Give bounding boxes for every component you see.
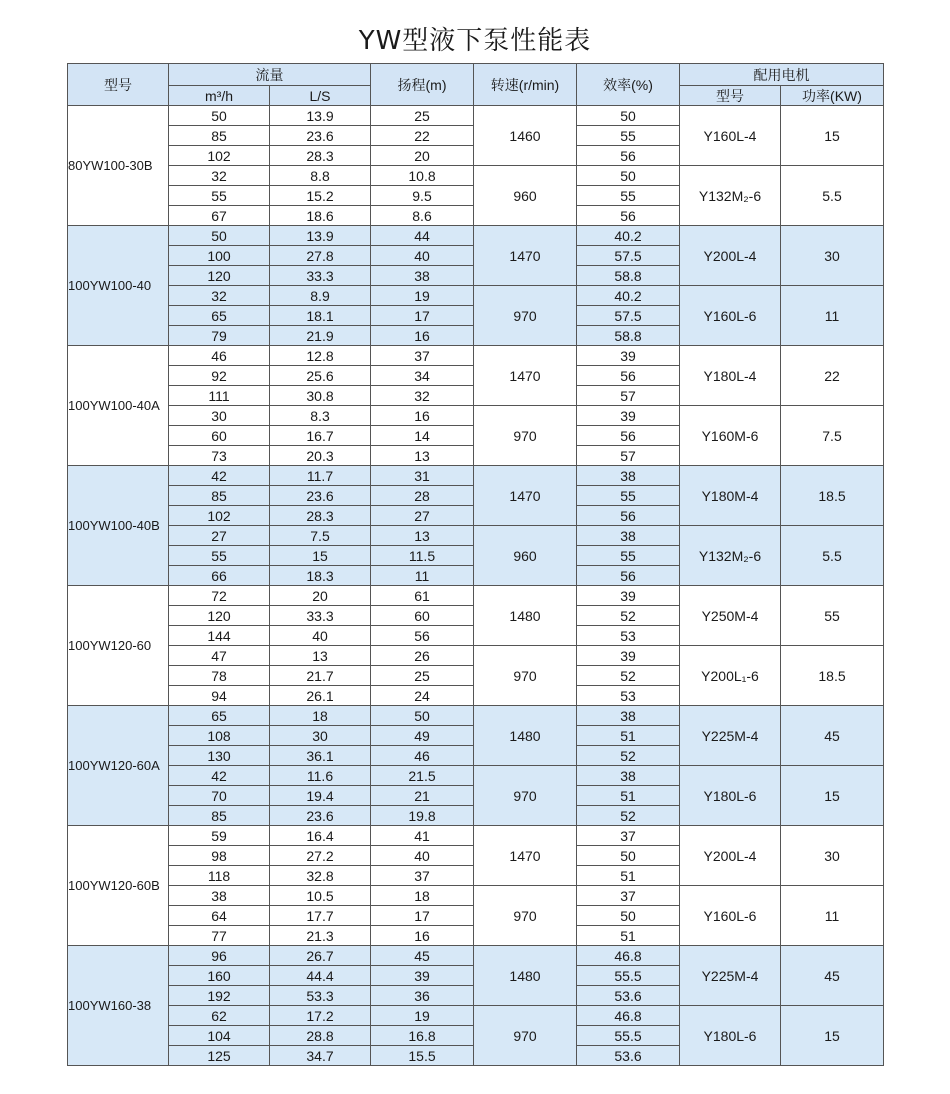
speed-cell: 1480 (474, 586, 577, 646)
flow-ls-cell: 23.6 (270, 806, 371, 826)
flow-ls-cell: 23.6 (270, 486, 371, 506)
flow-ls-cell: 20.3 (270, 446, 371, 466)
head-cell: 28 (371, 486, 474, 506)
efficiency-cell: 37 (577, 826, 680, 846)
flow-m3h-cell: 85 (169, 486, 270, 506)
head-cell: 19 (371, 1006, 474, 1026)
table-row (68, 706, 884, 726)
motor-power-cell: 18.5 (781, 466, 884, 526)
flow-ls-cell: 53.3 (270, 986, 371, 1006)
flow-ls-cell: 13 (270, 646, 371, 666)
flow-ls-cell: 23.6 (270, 126, 371, 146)
flow-m3h-cell: 60 (169, 426, 270, 446)
head-cell: 11 (371, 566, 474, 586)
motor-power-cell: 30 (781, 226, 884, 286)
head-cell: 38 (371, 266, 474, 286)
head-cell: 32 (371, 386, 474, 406)
efficiency-cell: 56 (577, 146, 680, 166)
head-cell: 25 (371, 106, 474, 126)
flow-m3h-cell: 104 (169, 1026, 270, 1046)
efficiency-cell: 50 (577, 106, 680, 126)
efficiency-cell: 39 (577, 406, 680, 426)
flow-m3h-cell: 65 (169, 706, 270, 726)
head-cell: 56 (371, 626, 474, 646)
head-cell: 31 (371, 466, 474, 486)
flow-m3h-cell: 55 (169, 186, 270, 206)
head-cell: 26 (371, 646, 474, 666)
efficiency-cell: 38 (577, 526, 680, 546)
table-row (68, 886, 884, 906)
header-motor-model: 型号 (680, 86, 781, 106)
speed-cell: 970 (474, 1006, 577, 1066)
motor-model-cell: Y180L-6 (680, 766, 781, 826)
header-model: 型号 (68, 64, 169, 106)
head-cell: 27 (371, 506, 474, 526)
motor-power-cell: 45 (781, 946, 884, 1006)
flow-m3h-cell: 67 (169, 206, 270, 226)
flow-ls-cell: 10.5 (270, 886, 371, 906)
flow-ls-cell: 28.3 (270, 146, 371, 166)
motor-power-cell: 55 (781, 586, 884, 646)
head-cell: 40 (371, 246, 474, 266)
flow-ls-cell: 28.3 (270, 506, 371, 526)
table-row (68, 466, 884, 486)
speed-cell: 970 (474, 766, 577, 826)
flow-ls-cell: 36.1 (270, 746, 371, 766)
flow-ls-cell: 18 (270, 706, 371, 726)
table-row (68, 646, 884, 666)
flow-m3h-cell: 73 (169, 446, 270, 466)
flow-m3h-cell: 120 (169, 606, 270, 626)
head-cell: 22 (371, 126, 474, 146)
flow-ls-cell: 17.2 (270, 1006, 371, 1026)
flow-m3h-cell: 120 (169, 266, 270, 286)
efficiency-cell: 52 (577, 666, 680, 686)
flow-ls-cell: 40 (270, 626, 371, 646)
model-cell: 100YW100-40 (68, 226, 169, 346)
flow-m3h-cell: 98 (169, 846, 270, 866)
flow-ls-cell: 11.7 (270, 466, 371, 486)
efficiency-cell: 53.6 (577, 1046, 680, 1066)
page-title: YW型液下泵性能表 (358, 26, 592, 56)
efficiency-cell: 51 (577, 726, 680, 746)
head-cell: 49 (371, 726, 474, 746)
motor-model-cell: Y200L₁-6 (680, 646, 781, 706)
efficiency-cell: 40.2 (577, 226, 680, 246)
flow-ls-cell: 18.6 (270, 206, 371, 226)
flow-m3h-cell: 108 (169, 726, 270, 746)
flow-m3h-cell: 32 (169, 166, 270, 186)
head-cell: 18 (371, 886, 474, 906)
head-cell: 16.8 (371, 1026, 474, 1046)
flow-m3h-cell: 30 (169, 406, 270, 426)
speed-cell: 970 (474, 646, 577, 706)
efficiency-cell: 50 (577, 906, 680, 926)
speed-cell: 1470 (474, 826, 577, 886)
flow-m3h-cell: 59 (169, 826, 270, 846)
efficiency-cell: 38 (577, 466, 680, 486)
header-efficiency: 效率(%) (577, 64, 680, 106)
motor-power-cell: 11 (781, 286, 884, 346)
head-cell: 37 (371, 866, 474, 886)
flow-m3h-cell: 118 (169, 866, 270, 886)
header-flow-m3h: m³/h (169, 86, 270, 106)
head-cell: 9.5 (371, 186, 474, 206)
model-cell: 100YW120-60A (68, 706, 169, 826)
efficiency-cell: 58.8 (577, 266, 680, 286)
flow-m3h-cell: 64 (169, 906, 270, 926)
flow-m3h-cell: 38 (169, 886, 270, 906)
flow-m3h-cell: 42 (169, 766, 270, 786)
header-motor-power: 功率(KW) (781, 86, 884, 106)
model-cell: 100YW120-60 (68, 586, 169, 706)
motor-power-cell: 18.5 (781, 646, 884, 706)
motor-model-cell: Y225M-4 (680, 946, 781, 1006)
flow-ls-cell: 8.3 (270, 406, 371, 426)
speed-cell: 1480 (474, 946, 577, 1006)
efficiency-cell: 52 (577, 806, 680, 826)
flow-m3h-cell: 66 (169, 566, 270, 586)
flow-ls-cell: 20 (270, 586, 371, 606)
flow-m3h-cell: 27 (169, 526, 270, 546)
efficiency-cell: 56 (577, 366, 680, 386)
head-cell: 17 (371, 906, 474, 926)
flow-m3h-cell: 125 (169, 1046, 270, 1066)
flow-ls-cell: 26.1 (270, 686, 371, 706)
efficiency-cell: 51 (577, 786, 680, 806)
efficiency-cell: 55.5 (577, 1026, 680, 1046)
model-cell: 100YW120-60B (68, 826, 169, 946)
efficiency-cell: 57 (577, 446, 680, 466)
efficiency-cell: 52 (577, 746, 680, 766)
flow-ls-cell: 27.8 (270, 246, 371, 266)
efficiency-cell: 51 (577, 866, 680, 886)
flow-m3h-cell: 160 (169, 966, 270, 986)
motor-power-cell: 5.5 (781, 526, 884, 586)
flow-ls-cell: 16.4 (270, 826, 371, 846)
head-cell: 13 (371, 446, 474, 466)
flow-ls-cell: 28.8 (270, 1026, 371, 1046)
flow-ls-cell: 26.7 (270, 946, 371, 966)
header-head: 扬程(m) (371, 64, 474, 106)
table-row (68, 166, 884, 186)
efficiency-cell: 39 (577, 646, 680, 666)
flow-ls-cell: 16.7 (270, 426, 371, 446)
efficiency-cell: 55 (577, 186, 680, 206)
motor-model-cell: Y160L-6 (680, 886, 781, 946)
table-row (68, 766, 884, 786)
efficiency-cell: 57 (577, 386, 680, 406)
flow-ls-cell: 12.8 (270, 346, 371, 366)
efficiency-cell: 55.5 (577, 966, 680, 986)
speed-cell: 1470 (474, 466, 577, 526)
flow-m3h-cell: 144 (169, 626, 270, 646)
performance-table (67, 63, 884, 1066)
flow-m3h-cell: 79 (169, 326, 270, 346)
motor-power-cell: 5.5 (781, 166, 884, 226)
flow-ls-cell: 25.6 (270, 366, 371, 386)
efficiency-cell: 39 (577, 346, 680, 366)
speed-cell: 1480 (474, 706, 577, 766)
flow-ls-cell: 21.3 (270, 926, 371, 946)
flow-m3h-cell: 100 (169, 246, 270, 266)
flow-ls-cell: 7.5 (270, 526, 371, 546)
speed-cell: 960 (474, 526, 577, 586)
head-cell: 25 (371, 666, 474, 686)
flow-m3h-cell: 192 (169, 986, 270, 1006)
flow-ls-cell: 8.8 (270, 166, 371, 186)
flow-ls-cell: 13.9 (270, 106, 371, 126)
flow-m3h-cell: 47 (169, 646, 270, 666)
efficiency-cell: 40.2 (577, 286, 680, 306)
motor-power-cell: 45 (781, 706, 884, 766)
flow-m3h-cell: 55 (169, 546, 270, 566)
flow-m3h-cell: 50 (169, 226, 270, 246)
flow-ls-cell: 17.7 (270, 906, 371, 926)
model-cell: 100YW160-38 (68, 946, 169, 1066)
flow-ls-cell: 30 (270, 726, 371, 746)
speed-cell: 970 (474, 886, 577, 946)
motor-power-cell: 11 (781, 886, 884, 946)
motor-model-cell: Y180L-4 (680, 346, 781, 406)
flow-ls-cell: 21.9 (270, 326, 371, 346)
head-cell: 36 (371, 986, 474, 1006)
efficiency-cell: 55 (577, 126, 680, 146)
head-cell: 41 (371, 826, 474, 846)
flow-ls-cell: 13.9 (270, 226, 371, 246)
speed-cell: 960 (474, 166, 577, 226)
head-cell: 40 (371, 846, 474, 866)
head-cell: 16 (371, 326, 474, 346)
table-row (68, 406, 884, 426)
motor-power-cell: 22 (781, 346, 884, 406)
speed-cell: 1470 (474, 346, 577, 406)
flow-ls-cell: 11.6 (270, 766, 371, 786)
efficiency-cell: 56 (577, 566, 680, 586)
efficiency-cell: 57.5 (577, 246, 680, 266)
speed-cell: 970 (474, 286, 577, 346)
head-cell: 14 (371, 426, 474, 446)
efficiency-cell: 55 (577, 486, 680, 506)
head-cell: 46 (371, 746, 474, 766)
head-cell: 60 (371, 606, 474, 626)
flow-ls-cell: 32.8 (270, 866, 371, 886)
table-row (68, 346, 884, 366)
table-row (68, 106, 884, 126)
flow-m3h-cell: 46 (169, 346, 270, 366)
motor-power-cell: 15 (781, 106, 884, 166)
flow-m3h-cell: 65 (169, 306, 270, 326)
efficiency-cell: 55 (577, 546, 680, 566)
motor-model-cell: Y160L-6 (680, 286, 781, 346)
motor-model-cell: Y132M₂-6 (680, 166, 781, 226)
flow-ls-cell: 21.7 (270, 666, 371, 686)
motor-model-cell: Y160M-6 (680, 406, 781, 466)
flow-ls-cell: 18.1 (270, 306, 371, 326)
head-cell: 37 (371, 346, 474, 366)
flow-m3h-cell: 32 (169, 286, 270, 306)
efficiency-cell: 53 (577, 626, 680, 646)
motor-power-cell: 15 (781, 1006, 884, 1066)
flow-m3h-cell: 85 (169, 806, 270, 826)
efficiency-cell: 38 (577, 766, 680, 786)
flow-m3h-cell: 94 (169, 686, 270, 706)
flow-m3h-cell: 78 (169, 666, 270, 686)
efficiency-cell: 58.8 (577, 326, 680, 346)
head-cell: 17 (371, 306, 474, 326)
motor-model-cell: Y200L-4 (680, 826, 781, 886)
head-cell: 34 (371, 366, 474, 386)
table-row (68, 526, 884, 546)
header-flow-ls: L/S (270, 86, 371, 106)
efficiency-cell: 56 (577, 426, 680, 446)
head-cell: 19.8 (371, 806, 474, 826)
head-cell: 15.5 (371, 1046, 474, 1066)
efficiency-cell: 46.8 (577, 946, 680, 966)
flow-ls-cell: 19.4 (270, 786, 371, 806)
flow-ls-cell: 8.9 (270, 286, 371, 306)
header-motor: 配用电机 (680, 64, 884, 86)
efficiency-cell: 53.6 (577, 986, 680, 1006)
motor-model-cell: Y180M-4 (680, 466, 781, 526)
efficiency-cell: 50 (577, 846, 680, 866)
motor-power-cell: 7.5 (781, 406, 884, 466)
table-row (68, 946, 884, 966)
efficiency-cell: 38 (577, 706, 680, 726)
head-cell: 50 (371, 706, 474, 726)
table-row (68, 1006, 884, 1026)
table-row (68, 226, 884, 246)
flow-ls-cell: 15 (270, 546, 371, 566)
flow-m3h-cell: 96 (169, 946, 270, 966)
flow-ls-cell: 27.2 (270, 846, 371, 866)
head-cell: 20 (371, 146, 474, 166)
table-row (68, 586, 884, 606)
head-cell: 13 (371, 526, 474, 546)
motor-model-cell: Y132M₂-6 (680, 526, 781, 586)
head-cell: 16 (371, 926, 474, 946)
motor-power-cell: 30 (781, 826, 884, 886)
efficiency-cell: 57.5 (577, 306, 680, 326)
head-cell: 16 (371, 406, 474, 426)
motor-model-cell: Y180L-6 (680, 1006, 781, 1066)
flow-ls-cell: 15.2 (270, 186, 371, 206)
flow-m3h-cell: 72 (169, 586, 270, 606)
flow-ls-cell: 34.7 (270, 1046, 371, 1066)
flow-ls-cell: 44.4 (270, 966, 371, 986)
speed-cell: 1470 (474, 226, 577, 286)
head-cell: 19 (371, 286, 474, 306)
speed-cell: 1460 (474, 106, 577, 166)
performance-table-container (67, 63, 884, 1066)
flow-ls-cell: 30.8 (270, 386, 371, 406)
efficiency-cell: 52 (577, 606, 680, 626)
efficiency-cell: 53 (577, 686, 680, 706)
head-cell: 21.5 (371, 766, 474, 786)
head-cell: 61 (371, 586, 474, 606)
head-cell: 24 (371, 686, 474, 706)
flow-m3h-cell: 62 (169, 1006, 270, 1026)
efficiency-cell: 56 (577, 506, 680, 526)
head-cell: 10.8 (371, 166, 474, 186)
motor-model-cell: Y200L-4 (680, 226, 781, 286)
model-cell: 80YW100-30B (68, 106, 169, 226)
motor-model-cell: Y225M-4 (680, 706, 781, 766)
table-row (68, 286, 884, 306)
flow-m3h-cell: 42 (169, 466, 270, 486)
flow-m3h-cell: 77 (169, 926, 270, 946)
header-flow: 流量 (169, 64, 371, 86)
efficiency-cell: 46.8 (577, 1006, 680, 1026)
model-cell: 100YW100-40B (68, 466, 169, 586)
flow-m3h-cell: 130 (169, 746, 270, 766)
flow-m3h-cell: 111 (169, 386, 270, 406)
model-cell: 100YW100-40A (68, 346, 169, 466)
flow-m3h-cell: 50 (169, 106, 270, 126)
table-body (68, 106, 884, 1066)
efficiency-cell: 50 (577, 166, 680, 186)
flow-m3h-cell: 70 (169, 786, 270, 806)
flow-m3h-cell: 102 (169, 506, 270, 526)
speed-cell: 970 (474, 406, 577, 466)
flow-m3h-cell: 92 (169, 366, 270, 386)
head-cell: 21 (371, 786, 474, 806)
efficiency-cell: 56 (577, 206, 680, 226)
efficiency-cell: 51 (577, 926, 680, 946)
motor-model-cell: Y250M-4 (680, 586, 781, 646)
efficiency-cell: 39 (577, 586, 680, 606)
flow-m3h-cell: 102 (169, 146, 270, 166)
head-cell: 44 (371, 226, 474, 246)
head-cell: 45 (371, 946, 474, 966)
head-cell: 11.5 (371, 546, 474, 566)
flow-ls-cell: 33.3 (270, 606, 371, 626)
head-cell: 39 (371, 966, 474, 986)
flow-m3h-cell: 85 (169, 126, 270, 146)
table-row (68, 826, 884, 846)
header-speed: 转速(r/min) (474, 64, 577, 106)
motor-model-cell: Y160L-4 (680, 106, 781, 166)
motor-power-cell: 15 (781, 766, 884, 826)
flow-ls-cell: 18.3 (270, 566, 371, 586)
efficiency-cell: 37 (577, 886, 680, 906)
flow-ls-cell: 33.3 (270, 266, 371, 286)
head-cell: 8.6 (371, 206, 474, 226)
